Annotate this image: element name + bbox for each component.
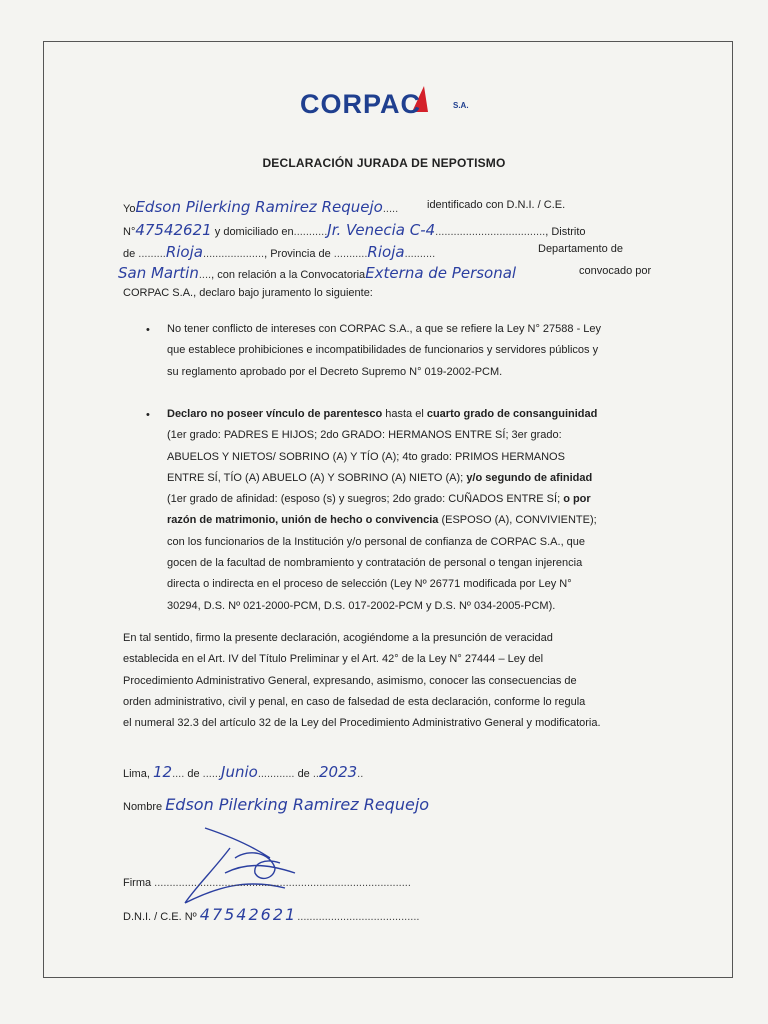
- bullet-1-text: No tener conflicto de intereses con CORPAC S.A., a que se refiere la Ley N° 27588 - Ley que establece prohibiciones e incompatibilidades de funcionarios y servidores públicos y su reglamento aprobado por el Decreto Supremo N° 019-2002-PCM.: [167, 323, 602, 378]
- form-line-2: N°47542621 y domiciliado en...........Jr. Venecia C-4...................................., Distrito: [123, 221, 586, 239]
- month-field: Junio: [221, 763, 258, 781]
- bullet-2-text: Declaro no poseer vínculo de parentesco hasta el cuarto grado de consanguinidad (1er grado: PADRES E HIJOS; 2do GRADO: HERMANOS ENTRE SÍ; 3er grado: ABUELOS Y NIETOS/ SOBRINO (A) Y TÍO (A); 4to grado: PRIMOS HERMANOS ENTRE SÍ, TÍO (A) ABUELO (A) Y SOBRINO (A) NIETO (A); y/o segundo de afinidad (1er grado de afinidad: (esposo (s) y suegros; 2do grado: CUÑADOS ENTRE SÍ; o por razón de matrimonio, unión de hecho o convivencia (ESPOSO (A), CONVIVIENTE); con los funcionarios de la Institución y/o personal de confianza de CORPAC S.A., que gocen de la facultad de nombramiento y contratación de personal o tengan injerencia directa o indirecta en el proceso de selección (Ley Nº 26771 modificada por Ley N° 30294, D.S. Nº 021-2000-PCM, D.S. 017-2002-PCM y D.S. Nº 034-2005-PCM).: [167, 408, 598, 612]
- provincia-field: Rioja: [367, 243, 405, 261]
- convocatoria-field: Externa de Personal: [365, 264, 517, 282]
- nombre-line: Nombre Edson Pilerking Ramirez Requejo: [123, 795, 430, 814]
- departamento-field: San Martin: [118, 264, 199, 282]
- document-title: DECLARACIÓN JURADA DE NEPOTISMO: [262, 156, 506, 170]
- identificado-label: identificado con D.N.I. / C.E.: [427, 199, 566, 211]
- firma-line: Firma ....................................................................................: [123, 877, 411, 889]
- date-line: Lima, 12.... de ......Junio............ de ..2023..: [123, 763, 364, 781]
- departamento-label: Departamento de: [538, 243, 623, 255]
- form-line-3: de .........Rioja...................., Provincia de ...........Rioja..........: [123, 243, 436, 261]
- day-field: 12: [152, 763, 173, 781]
- signature-icon: [175, 818, 305, 908]
- corpac-logo: [300, 80, 480, 120]
- bullet-icon: •: [146, 324, 150, 336]
- yo-label: Yo: [123, 203, 136, 215]
- distrito-field: Rioja: [165, 243, 203, 261]
- footer-dni-field: 47542621: [199, 905, 298, 924]
- closing-paragraph: En tal sentido, firmo la presente declaración, acogiéndome a la presunción de veracidad establecida en el Art. IV del Título Preliminar y el Art. 42° de la Ley N° 27444 – Ley del Procedimiento Administrativo General, expresando, asimismo, conocer las consecuencias de orden administrativo, civil y penal, en caso de falsedad de esta declaración, conforme lo regula el numeral 32.3 del artículo 32 de la Ley del Procedimiento Administrativo General y modificatoria.: [123, 632, 601, 730]
- bullet-icon: •: [146, 409, 150, 421]
- logo-text: CORPAC: [300, 89, 422, 119]
- convocado-label: convocado por: [579, 265, 652, 277]
- year-field: 2023: [318, 763, 358, 781]
- form-line-5: CORPAC S.A., declaro bajo juramento lo siguiente:: [123, 287, 373, 299]
- form-line-4: San Martin...., con relación a la ConvocatoriaExterna de Personal: [118, 264, 517, 282]
- nombre-field: Edson Pilerking Ramirez Requejo: [165, 795, 430, 814]
- name-field: Edson Pilerking Ramirez Requejo: [135, 198, 383, 216]
- dni-field: 47542621: [135, 221, 212, 239]
- address-field: Jr. Venecia C-4: [327, 221, 436, 239]
- logo-suffix: S.A.: [453, 101, 469, 110]
- form-line-1: YoEdson Pilerking Ramirez Requejo.....: [123, 198, 399, 216]
- dni-line: D.N.I. / C.E. Nº 47542621........................................: [123, 905, 420, 924]
